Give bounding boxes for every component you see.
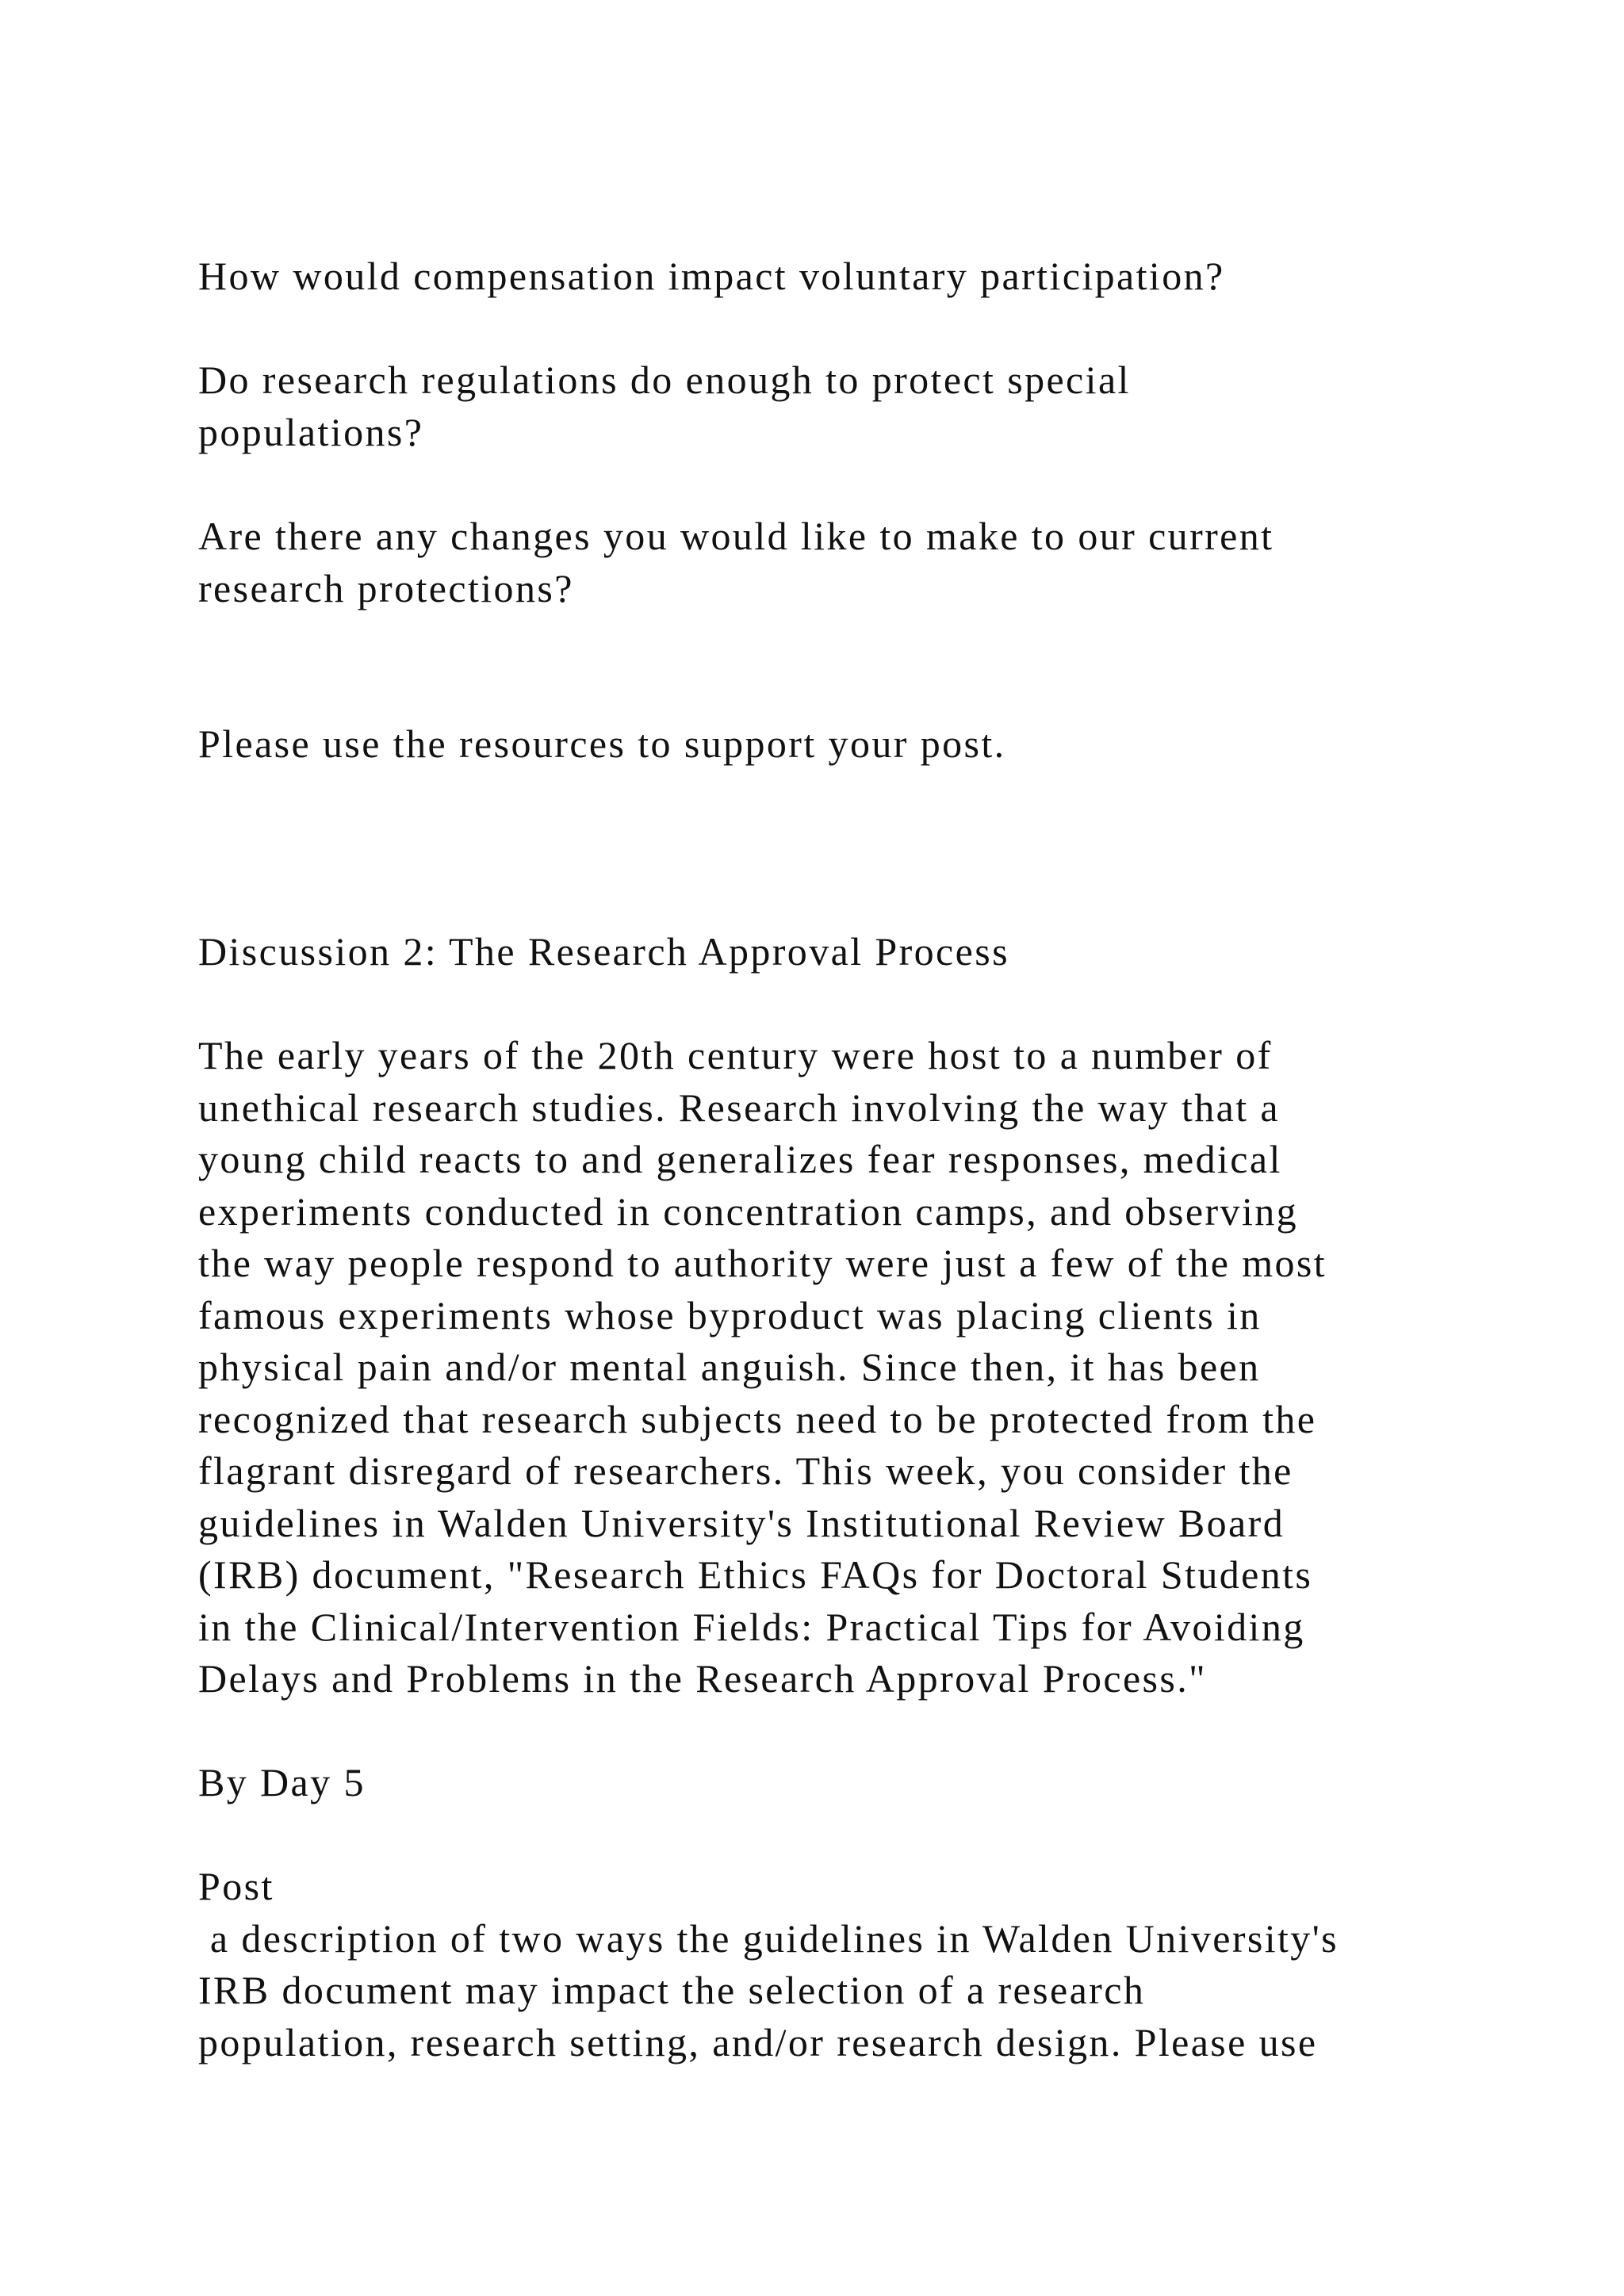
due-day-label: By Day 5 [198,1760,366,1804]
discussion-heading: Discussion 2: The Research Approval Process [198,929,1009,974]
discussion-body: The early years of the 20th century were host to a number of unethical research studies. Research involving the way that a young child reacts to and generalizes fear responses, medical experiments conducted in concentration camps, and observing the way people respond to authority were just a few of the most famous experiments whose byproduct was placing clients in physical pain and/or mental anguish. Since then, it has been recognized that research subjects need to be protected from the flagrant disregard of researchers. This week, you consider the guidelines in Walden University's Institutional Review Board (IRB) document, "Research Ethics FAQs for Doctoral Students in the Clinical/Intervention Fields: Practical Tips for Avoiding Delays and Problems in the Research Approval Process." [198,1033,1327,1701]
question-regulations: Do research regulations do enough to protect special populations? [198,358,1131,454]
question-compensation: How would compensation impact voluntary participation? [198,254,1225,298]
post-instructions: Post a description of two ways the guidelines in Walden University's IRB document may impact the selection of a research population, research setting, and/or research design. Please use [198,1864,1339,2064]
question-changes: Are there any changes you would like to make to our current research protections? [198,514,1274,610]
instruction-resources: Please use the resources to support your post. [198,721,1006,766]
